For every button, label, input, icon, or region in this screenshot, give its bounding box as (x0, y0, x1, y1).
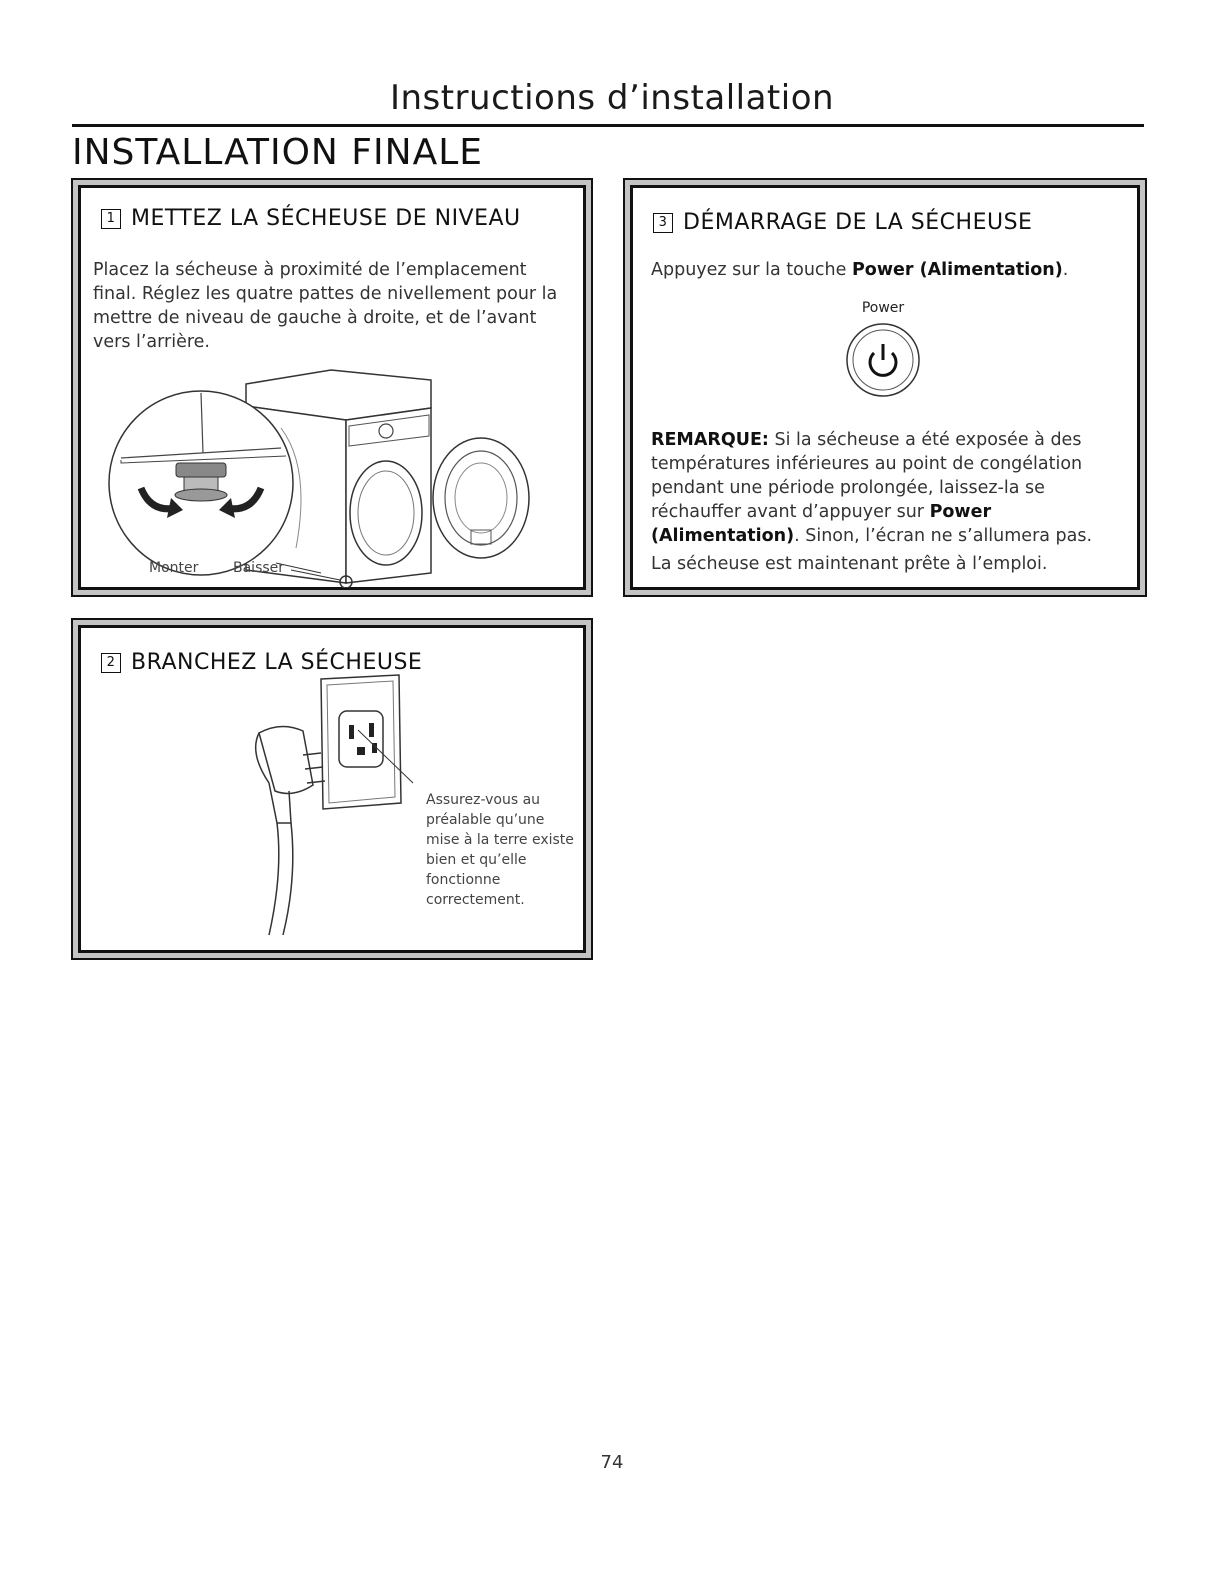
step-1-number: 1 (101, 209, 121, 229)
step-2-title: BRANCHEZ LA SÉCHEUSE (131, 650, 423, 675)
dryer-leveling-illustration (81, 348, 583, 588)
power-button-label: Power (861, 300, 905, 316)
power-label-bold: Power (Alimentation) (851, 260, 1063, 280)
step-1-title: METTEZ LA SÉCHEUSE DE NIVEAU (131, 206, 521, 231)
step-3-number: 3 (653, 213, 673, 233)
step-3-panel (630, 185, 1140, 590)
label-monter: Monter (149, 560, 199, 576)
label-baisser: Baisser (233, 560, 285, 576)
step-3-title: DÉMARRAGE DE LA SÉCHEUSE (683, 210, 1033, 235)
title-rule (72, 124, 1144, 127)
page-number: 74 (600, 1452, 624, 1473)
step-1-heading (101, 206, 521, 231)
power-label-bold-2: Power (Alimentation) (651, 502, 992, 546)
grounding-note: Assurez-vous au préalable qu’une mise à la terre existe bien et qu’elle fonctionne correctement. (426, 792, 574, 908)
step-2-heading (101, 650, 422, 675)
step-2-panel (78, 625, 586, 953)
step-1-text: Placez la sécheuse à proximité de l’emplacement final. Réglez les quatre pattes de nivellement pour la mettre de niveau de gauche à droite, et de l’avant vers l’arrière. (93, 260, 558, 352)
power-button[interactable] (843, 320, 923, 400)
step-2-number: 2 (101, 653, 121, 673)
step-3-intro: Appuyez sur la touche Power (Alimentation). (651, 260, 1069, 280)
section-title: INSTALLATION FINALE (72, 132, 483, 173)
step-3-ready: La sécheuse est maintenant prête à l’emploi. (651, 554, 1048, 574)
note-label: REMARQUE: (651, 430, 769, 450)
outlet-plug-illustration (231, 673, 451, 943)
page-title: Instructions d’installation (389, 78, 835, 118)
step-3-note: REMARQUE: Si la sécheuse a été exposée à des températures inférieures au point de congélation pendant une période prolongée, laissez-la se réchauffer avant d’appuyer sur Power (Alimentation). Sinon, l’écran ne s’allumera pas. (651, 430, 1093, 546)
step-1-panel (78, 185, 586, 590)
step-3-heading (653, 210, 1032, 235)
